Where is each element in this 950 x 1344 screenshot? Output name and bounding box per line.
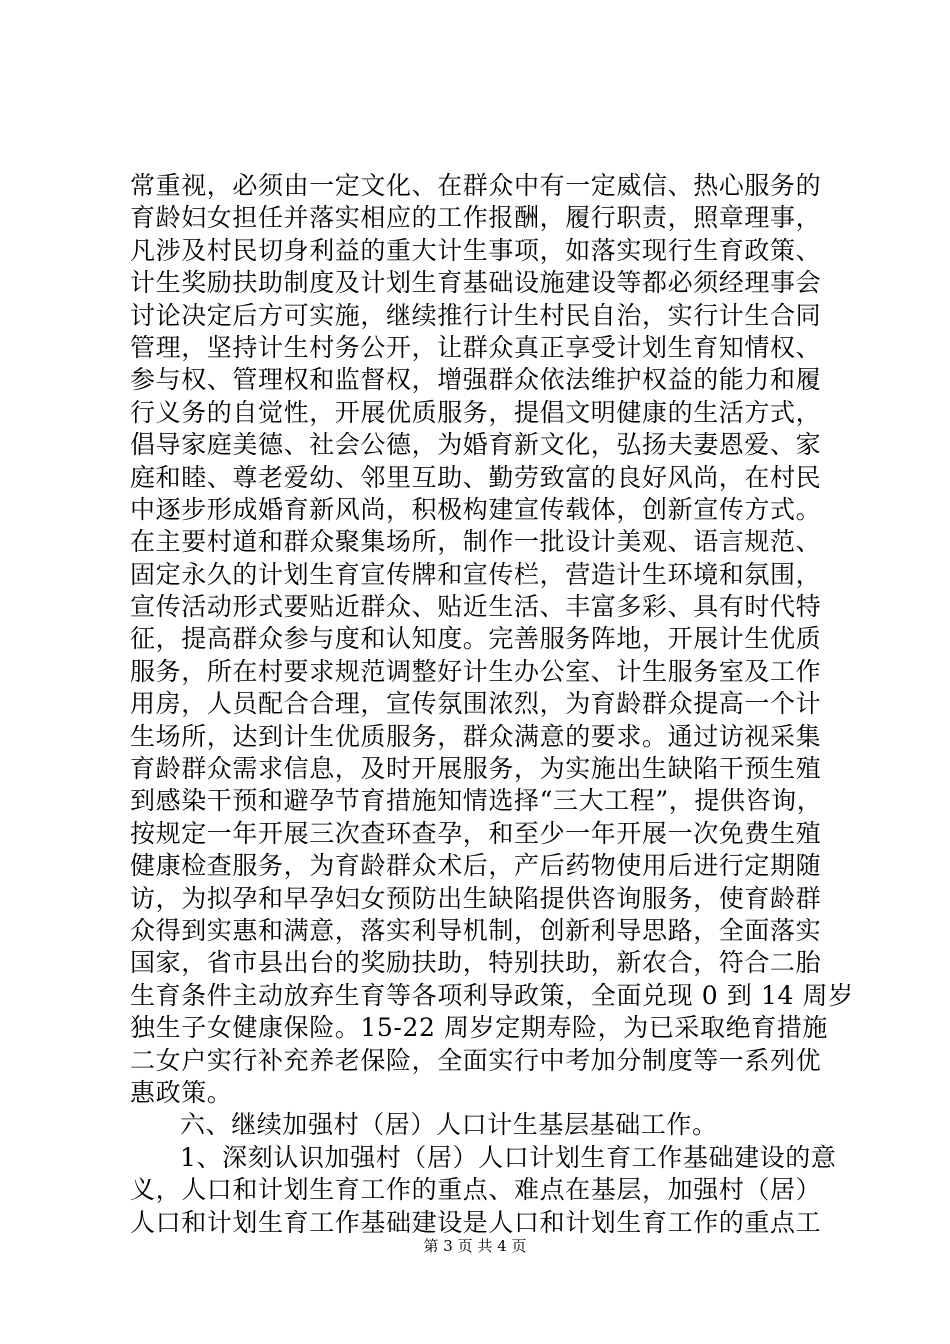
text-line: 参与权、管理权和监督权，增强群众依法维护权益的能力和履 bbox=[130, 365, 822, 395]
document-body bbox=[130, 170, 854, 1239]
text-line: 中逐步形成婚育新风尚，积极构建宣传载体，创新宣传方式。 bbox=[130, 494, 822, 524]
text-line: 行义务的自觉性，开展优质服务，提倡文明健康的生活方式， bbox=[130, 397, 822, 427]
section-heading: 六、继续加强村（居）人口计生基层基础工作。 bbox=[180, 1110, 718, 1140]
page-number-footer: 第 3 页 共 4 页 bbox=[423, 1237, 527, 1255]
text-line: 管理，坚持计生村务公开，让群众真正享受计划生育知情权、 bbox=[130, 332, 822, 362]
text-line: 倡导家庭美德、社会公德，为婚育新文化，弘扬夫妻恩爱、家 bbox=[130, 430, 822, 460]
text-line: 惠政策。 bbox=[130, 1077, 233, 1107]
text-line: 国家，省市县出台的奖励扶助，特别扶助，新农合，符合二胎 bbox=[130, 948, 822, 978]
text-line: 二女户实行补充养老保险，全面实行中考加分制度等一系列优 bbox=[130, 1045, 822, 1075]
text-line: 育龄妇女担任并落实相应的工作报酬，履行职责，照章理事， bbox=[130, 203, 822, 233]
text-line: 生场所，达到计生优质服务，群众满意的要求。通过访视采集 bbox=[130, 721, 822, 751]
text-line: 在主要村道和群众聚集场所，制作一批设计美观、语言规范、 bbox=[130, 527, 822, 557]
text-line: 固定永久的计划生育宣传牌和宣传栏，营造计生环境和氛围， bbox=[130, 559, 822, 589]
text-line: 访，为拟孕和早孕妇女预防出生缺陷提供咨询服务，使育龄群 bbox=[130, 883, 822, 913]
text-line: 庭和睦、尊老爱幼、邻里互助、勤劳致富的良好风尚，在村民 bbox=[130, 462, 822, 492]
text-line: 用房，人员配合合理，宣传氛围浓烈，为育龄群众提高一个计 bbox=[130, 689, 822, 719]
text-line: 按规定一年开展三次查环查孕，和至少一年开展一次免费生殖 bbox=[130, 818, 822, 848]
text-line: 服务，所在村要求规范调整好计生办公室、计生服务室及工作 bbox=[130, 656, 822, 686]
text-line: 众得到实惠和满意，落实利导机制，创新利导思路，全面落实 bbox=[130, 915, 822, 945]
text-line: 独生子女健康保险。15-22 周岁定期寿险，为已采取绝育措施 bbox=[130, 1013, 829, 1043]
text-line: 到感染干预和避孕节育措施知情选择“三大工程”，提供咨询， bbox=[130, 786, 823, 816]
text-line: 讨论决定后方可实施，继续推行计生村民自治，实行计生合同 bbox=[130, 300, 822, 330]
text-line: 1、深刻认识加强村（居）人口计划生育工作基础建设的意 bbox=[180, 1142, 837, 1172]
text-line: 常重视，必须由一定文化、在群众中有一定威信、热心服务的 bbox=[130, 171, 822, 200]
text-line: 征，提高群众参与度和认知度。完善服务阵地，开展计生优质 bbox=[130, 624, 822, 654]
text-line: 义，人口和计划生育工作的重点、难点在基层，加强村（居） bbox=[130, 1175, 822, 1205]
text-line: 人口和计划生育工作基础建设是人口和计划生育工作的重点工 bbox=[130, 1207, 822, 1237]
text-line: 凡涉及村民切身利益的重大计生事项，如落实现行生育政策、 bbox=[130, 235, 822, 265]
text-line: 生育条件主动放弃生育等各项利导政策，全面兑现 0 到 14 周岁 bbox=[130, 980, 854, 1010]
text-line: 育龄群众需求信息，及时开展服务，为实施出生缺陷干预生殖 bbox=[130, 754, 822, 784]
text-line: 宣传活动形式要贴近群众、贴近生活、丰富多彩、具有时代特 bbox=[130, 592, 822, 622]
text-line: 健康检查服务，为育龄群众术后，产后药物使用后进行定期随 bbox=[130, 851, 822, 881]
text-line: 计生奖励扶助制度及计划生育基础设施建设等都必须经理事会 bbox=[130, 268, 822, 298]
